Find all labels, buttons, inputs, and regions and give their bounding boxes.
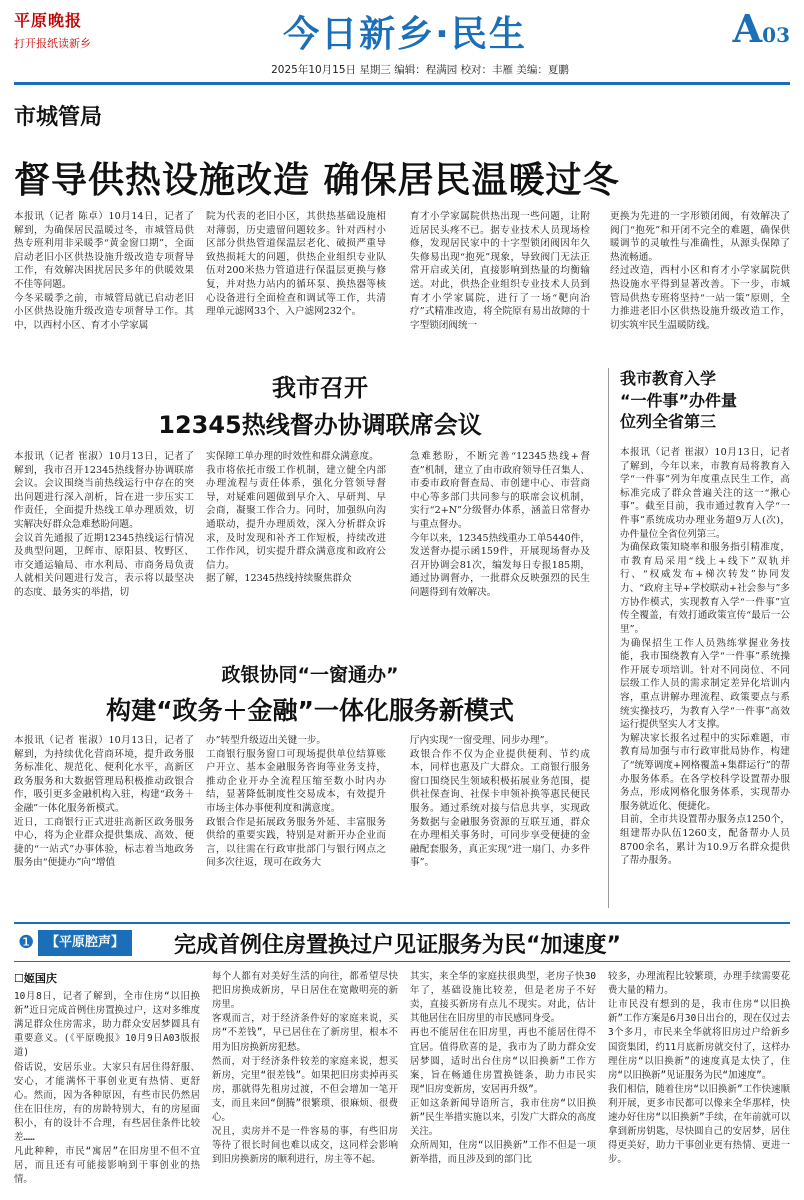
column-divider [608, 368, 609, 908]
story5-col1 [14, 990, 200, 1195]
masthead-rule [14, 82, 790, 85]
story5-col4 [608, 970, 790, 1195]
story2-col2-text: 实保障工单办理的时效性和群众满意度。 我市将依托市级工作机制，建立健全内部办理流程与责任体系，强化分管领导督导，对疑难问题做到早介入、早研判、早会商，凝聚工作合力。同时，加强纵向沟通联动，提升办理质效，深入分析群众诉求，及时发现和补齐工作短板，持续改进工作作风，切实提升群众满意度和政府公信力。 据了解，12345热线持续聚焦群众 [206, 451, 386, 585]
story1-col2-text: 院为代表的老旧小区，其供热基础设施相对薄弱，历史遗留问题较多。针对西村小区部分供热管道保温层老化、破损严重导致热损耗大的问题，供热企业组织专业队伍对200米热力管道进行保温层更换与修复，并对热力站内的循环泵、换热器等核心设备进行全面检查和调试等工作，共清理单元滤网33个、入户滤网232个。 [206, 211, 386, 318]
story5-col4-text: 较多，办理流程比较繁琐，办理手续需要花费大量的精力。 让市民没有想到的是，我市住房“以旧换新”工作方案是6月30日出台的，现在仅过去3个多月，市民来全华就将旧房过户给新乡国资集团，约11月底新房就交付了，这样办理住房“以旧换新”的速度真是太快了，住房“以旧换新”见证服务为民“加速度”。 我们相信，随着住房“以旧换新”工作快速顺利开展，更多市民都可以像来全华那样，快速办好住房“以旧换新”手续，在年前就可以拿到新房钥匙，尽快圆自己的安居梦，居住得更美好，助力干事创业更有热情、更进一步。 [608, 971, 790, 1166]
story3-body [620, 446, 790, 906]
story4-headline-line2: 构建“政务＋金融”一体化服务新模式 [106, 696, 514, 725]
story5-col2 [212, 970, 398, 1195]
story3-headline-line2: “一件事”办件量 [620, 390, 738, 410]
story4-col2-text: 办”转型升级迈出关键一步。 工商银行服务窗口可现场提供单位结算账户开立、基本金融服务咨询等业务支持，推动企业开办全流程压缩至数小时内办结，显著降低制度性交易成本，有效提升市场主体办事便利度和满意度。 政银合作是拓展政务服务外延、丰富服务供给的重要实践，特别是对新开办企业而言，以往需在行政审批部门与银行网点之间多次往返，现可在政务大 [206, 735, 386, 869]
masthead [0, 0, 804, 86]
story2-col3-text: 急难愁盼，不断完善“12345热线+督查”机制，建立了由市政府领导任召集人、市委市政府督查局、市创建中心、市营商中心等多部门共同参与的联席会议机制，实行“2+N”分级督办体系，涵盖日常督办与重点督办。 今年以来，12345热线重办工单5440件，发送督办提示函159件，开展现场督办及召开协调会81次，编发每日专报185期，通过协调督办，一批群众反映强烈的民生问题得到有效解决。 [410, 451, 590, 599]
story1-col4 [610, 210, 790, 360]
story2-headline [40, 368, 600, 440]
story5-col3 [410, 970, 596, 1195]
commentary-byline: ☐姬国庆 [14, 972, 57, 985]
logo-slogan: 打开报纸读新乡 [14, 37, 91, 50]
story2-headline-line1: 我市召开 [272, 374, 368, 402]
story4-col3 [410, 734, 590, 910]
commentary-tag: 【平原腔声】 [38, 930, 132, 956]
story4-headline [20, 660, 600, 727]
logo-text: 平原晚报 [14, 11, 83, 30]
story3-headline-line3: 位列全省第三 [620, 412, 717, 432]
story2-col3 [410, 450, 590, 650]
story1-col1 [14, 210, 194, 360]
story2-headline-line2: 12345热线督办协调联席会议 [158, 411, 482, 439]
page-number [733, 6, 790, 51]
commentary-banner [14, 922, 790, 962]
story5-col3-text: 其实，来全华的家庭扶很典型，老房子快30年了，基础设施比较差，但是老房子不好卖，直接买新房有点儿不现实。对此，估计其他居住在旧房里的市民感同身受。 再也不能居住在旧房里，再也不能居住得不宜居。值得欣喜的是，我市为了助力群众安居梦圆，适时出台住房“以旧换新”工作方案，旨在畅通住房置换链条，助力市民实现“旧房变新房，安居再升级”。 正如这条新闻导语所言，我市住房“以旧换新”民生举措实施以来，引发广大群众的高度关注。 众所周知，住房“以旧换新”工作不但是一项新举措，而且涉及到的部门比 [410, 971, 596, 1166]
story4-col3-text: 厅内实现“一窗受理、同步办理”。 政银合作不仅为企业提供便利、节约成本，同样也惠及广大群众。工商银行服务窗口围绕民生领域积极拓展业务范围，提供社保查询、社保卡申领补换等惠民便民服务。通过系统对接与信息共享，实现政务数据与金融服务资源的互联互通，群众在办理相关事务时，可同步享受便捷的金融配套服务，真正实现“进一扇门、办多件事”。 [410, 735, 590, 869]
story2-col2 [206, 450, 386, 650]
issue-line: 2025年10月15日 星期三 编辑：程满园 校对：丰雁 美编：夏鹏 [271, 64, 569, 76]
story3-headline-line1: 我市教育入学 [620, 369, 717, 388]
story4-headline-line1: 政银协同“一窗通办” [221, 664, 399, 686]
story2-col1-text: 本报讯（记者 崔淑）10月13日，记者了解到，我市召开12345热线督办协调联席会议。会议围绕当前热线运行中存在的突出问题进行深入剖析，旨在进一步压实工作责任，全面提升热线工单办理质效，切实解决好群众急难愁盼问题。 会议首先通报了近期12345热线运行情况及典型问题，卫辉市、原阳县、牧野区、市交通运输局、市水利局、市商务局负责人就相关问题进行发言，表示将以最坚决的态度、最务实的举措，切 [14, 451, 194, 599]
story3-body-text: 本报讯（记者 崔淑）10月13日，记者了解到，今年以来，市教育局将教育入学“一件事”列为年度重点民生工作，高标准完成了群众普遍关注的这一“揪心事”。截至目前，我市通过教育入学“一件事”系统成功办理业务超9万人(次)，办件量位全省位列第三。 为确保政策知晓率和服务指引精准度，市教育局采用“线上+线下”双轨并行、“权威发布+梯次转发”协同发力、“政府主导+学校联动+社会参与”多方协作模式，实现教育入学“一件事”宣传全覆盖，有效打通政策宣传“最后一公里”。 为确保招生工作人员熟练掌握业务技能，我市围绕教育入学“一件事”系统操作开展专项培训。针对不同岗位、不同层级工作人员的需求制定差异化培训内容，重点讲解办理流程、政策要点与系统实操技巧，为教育入学“一件事”高效运行提供坚实人才支撑。 为解决家长报名过程中的实际难题，市教育局加强与市行政审批局协作，构建了“统筹调度+网格覆盖+集群运行”的帮办服务体系。在各学校科学设置帮办服务点，形成网格化服务体系，实现帮办服务就近化、便捷化。 目前，全市共设置帮办服务点1250个，组建帮办队伍1260支，配备帮办人员8700余名，累计为10.9万名群众提供了帮办服务。 [620, 447, 790, 867]
commentary-headline: 完成首例住房置换过户见证服务为民“加速度” [174, 933, 621, 958]
story5-col1-text: 10月8日，记者了解到，全市住房“以旧换新”近日完成首例住房置换过户，这对多维度满足群众住房需求，助力群众安居梦圆具有重要意义。(《平原晚报》10月9日A03版报道) 俗话说，安居乐业。大家只有居住得舒服、安心，才能满怀干事创业更有热情、更舒心。然而，因为各种原因，有些市民仍然居住在旧住房，有的房龄特别大，有的房屋面积小，有的设计不合理，有些居住条件比较差…… 凡此种种，市民“寓居”在旧房里不但不宜居，而且还有可能接影响到干事创业的热情。 [14, 991, 200, 1186]
section-title: 今日新乡·民生 [283, 14, 527, 55]
story1-col4-text: 更换为先进的一字形锁闭阀，有效解决了阀门“抱死”和开闭不完全的难题，确保供暖调节的灵敏性与准确性，从源头保障了热流畅通。 经过改造，西村小区和育才小学家属院供热设施水平得到显著改善。下一步，市城管局供热专班将坚持“一站一策”原则，全力推进老旧小区供热设施升级改造工作，切实筑牢民生温暖防线。 [610, 211, 790, 331]
story4-col2 [206, 734, 386, 910]
story1-col3-text: 育才小学家属院供热出现一些问题，让附近居民头疼不已。据专业技术人员现场检修，发现居民家中的十字型锁闭阀因年久失修易出现“抱死”现象，导致阀门无法正常开启或关闭，直接影响到热量的均衡输送。对此，供热企业组织专业技术人员到育才小学家属院，进行了一场“靶向治疗”式精准改造，将全院原有易出故障的十字型锁闭阀统一 [410, 211, 590, 331]
page-digits: 03 [762, 23, 790, 47]
story4-col1-text: 本报讯（记者 崔淑）10月13日，记者了解到，为持续优化营商环境，提升政务服务标准化、规范化、便利化水平，高新区政务服务和大数据管理局积极推动政银合作，吸引更多金融机构入驻，构建“政务＋金融”一体化服务新模式。 近日，工商银行正式进驻高新区政务服务中心，将为企业群众提供集成、高效、便捷的“一站式”办事体验，标志着当地政务服务由“便捷办”向“增值 [14, 735, 194, 869]
story4-col1 [14, 734, 194, 910]
story1-col2 [206, 210, 386, 360]
story3-headline [620, 368, 790, 433]
page-letter: A [732, 6, 763, 51]
speech-number-icon: ❶ [18, 932, 35, 953]
story1-kicker: 市城管局 [14, 105, 103, 130]
story1-col3 [410, 210, 590, 360]
story5-col2-text: 每个人都有对美好生活的向往，都希望尽快把旧房换成新房，早日居住在宽敞明亮的新房里。 客观而言，对于经济条件好的家庭来说，买房“不差钱”，早已居住在了新房里，根本不用为旧房换新房犯愁。 然而，对于经济条件较差的家庭来说，想买新房，完里“很差钱”。如果把旧房卖掉再买房，那就得先租房过渡，不但会增加一笔开支，而且来回“倒腾”很繁琐、很麻烦、很费心。 况且，卖房并不是一件容易的事，有些旧房等待了很长时间也难以成交，这同样会影响到旧房换新房的顺利进行，房主等不起。 [212, 971, 398, 1166]
story1-col1-text: 本报讯（记者 陈卓）10月14日，记者了解到，为确保居民温暖过冬，市城管局供热专班利用非采暖季“黄金窗口期”，全面启动老旧小区供热设施升级改造专项督导工作，有效解决困扰居民多年的供暖效果不佳等问题。 今冬采暖季之前，市城管局就已启动老旧小区供热设施升级改造专项督导工作。其中，以西村小区、育才小学家属 [14, 211, 194, 331]
story2-col1 [14, 450, 194, 650]
newspaper-logo [14, 8, 114, 54]
story1-headline: 督导供热设施改造 确保居民温暖过冬 [14, 160, 620, 201]
